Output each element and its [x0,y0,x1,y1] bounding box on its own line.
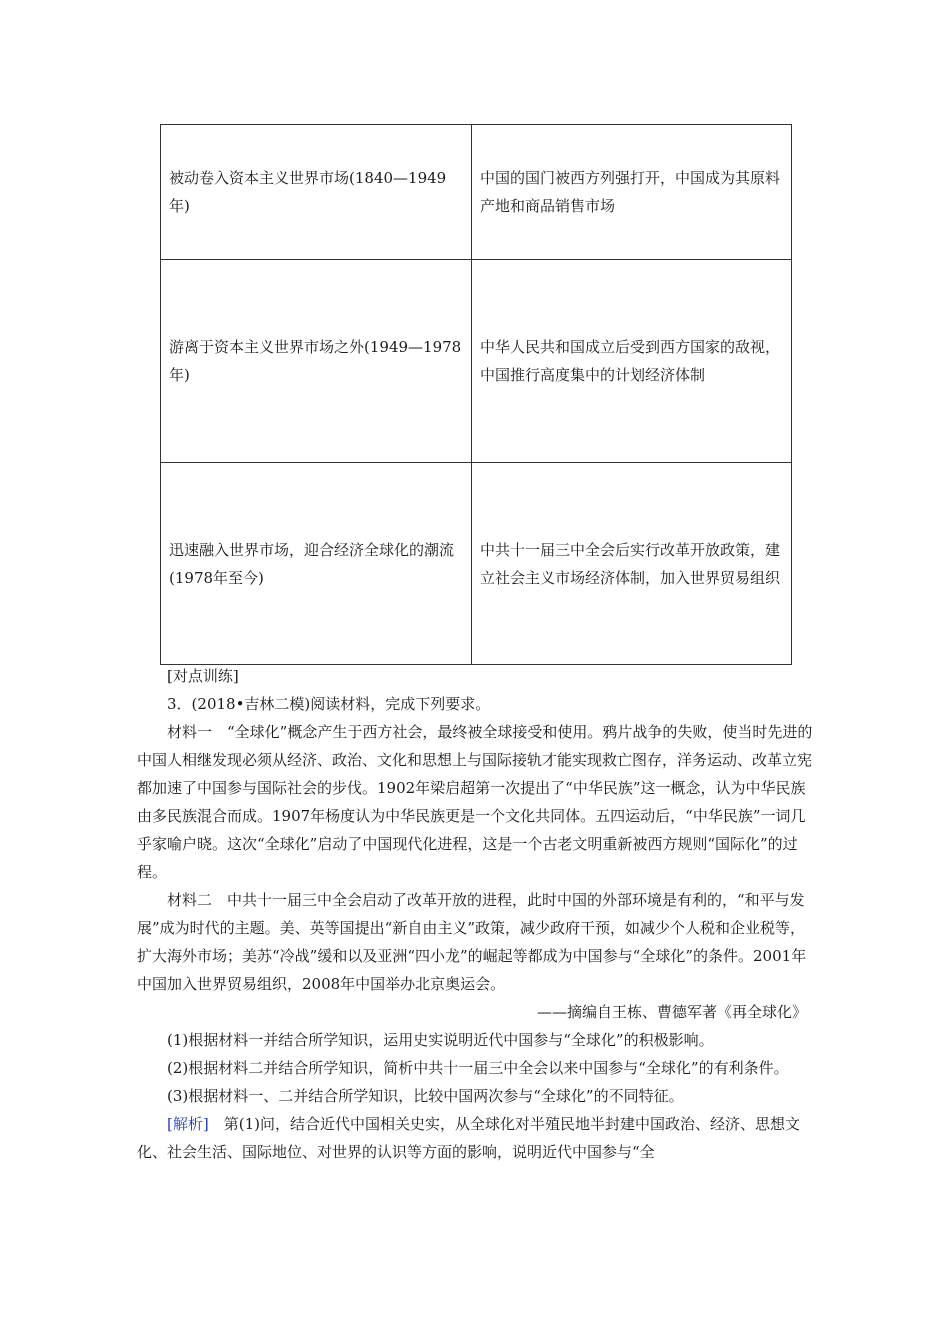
table-row [161,125,792,260]
stage-cell: 游离于资本主义世界市场之外(1949—1978年) [161,260,472,463]
stage-cell: 迅速融入世界市场，迎合经济全球化的潮流(1978年至今) [161,463,472,665]
table-row [161,260,792,463]
analysis-paragraph [137,1110,815,1166]
table-row [161,463,792,665]
analysis-text: 第(1)问，结合近代中国相关史实，从全球化对半殖民地半封建中国政治、经济、思想文化、社会生活、国际地位、对世界的认识等方面的影响，说明近代中国参与“全 [137,1115,800,1161]
analysis-label: [解析] [167,1115,209,1133]
description-cell: 中国的国门被西方列强打开，中国成为其原料产地和商品销售市场 [472,125,792,260]
question-intro: 3．(2018•吉林二模)阅读材料，完成下列要求。 [167,695,491,713]
practice-heading: [对点训练] [167,667,239,685]
question-1: (1)根据材料一并结合所学知识，运用史实说明近代中国参与“全球化”的积极影响。 [167,1031,714,1049]
source-citation: ——摘编自王栋、曹德军著《再全球化》 [536,1003,807,1021]
question-3: (3)根据材料一、二并结合所学知识，比较中国两次参与“全球化”的不同特征。 [167,1087,684,1105]
question-2: (2)根据材料二并结合所学知识，简析中共十一届三中全会以来中国参与“全球化”的有利条件。 [167,1059,789,1077]
stage-cell: 被动卷入资本主义世界市场(1840—1949年) [161,125,472,260]
material-one: 材料一 “全球化”概念产生于西方社会，最终被全球接受和使用。鸦片战争的失败，使当时先进的中国人相继发现必须从经济、政治、文化和思想上与国际接轨才能实现救亡图存，洋务运动、改革立宪都加速了中国参与国际社会的步伐。1902年梁启超第一次提出了“中华民族”这一概念，认为中华民族由多民族混合而成。1907年杨度认为中华民族更是一个文化共同体。五四运动后，“中华民族”一词几乎家喻户晓。这次“全球化”启动了中国现代化进程，这是一个古老文明重新被西方规则“国际化”的过程。 [137,723,813,881]
material-two: 材料二 中共十一届三中全会启动了改革开放的进程，此时中国的外部环境是有利的，“和平与发展”成为时代的主题。美、英等国提出“新自由主义”政策，减少政府干预，如减少个人税和企业税等，扩大海外市场；美苏“冷战”缓和以及亚洲“四小龙”的崛起等都成为中国参与“全球化”的条件。2001年中国加入世界贸易组织，2008年中国举办北京奥运会。 [137,891,807,993]
practice-section [137,662,815,1166]
description-cell: 中共十一届三中全会后实行改革开放政策，建立社会主义市场经济体制，加入世界贸易组织 [472,463,792,665]
description-cell: 中华人民共和国成立后受到西方国家的敌视，中国推行高度集中的计划经济体制 [472,260,792,463]
stages-table [160,124,792,665]
